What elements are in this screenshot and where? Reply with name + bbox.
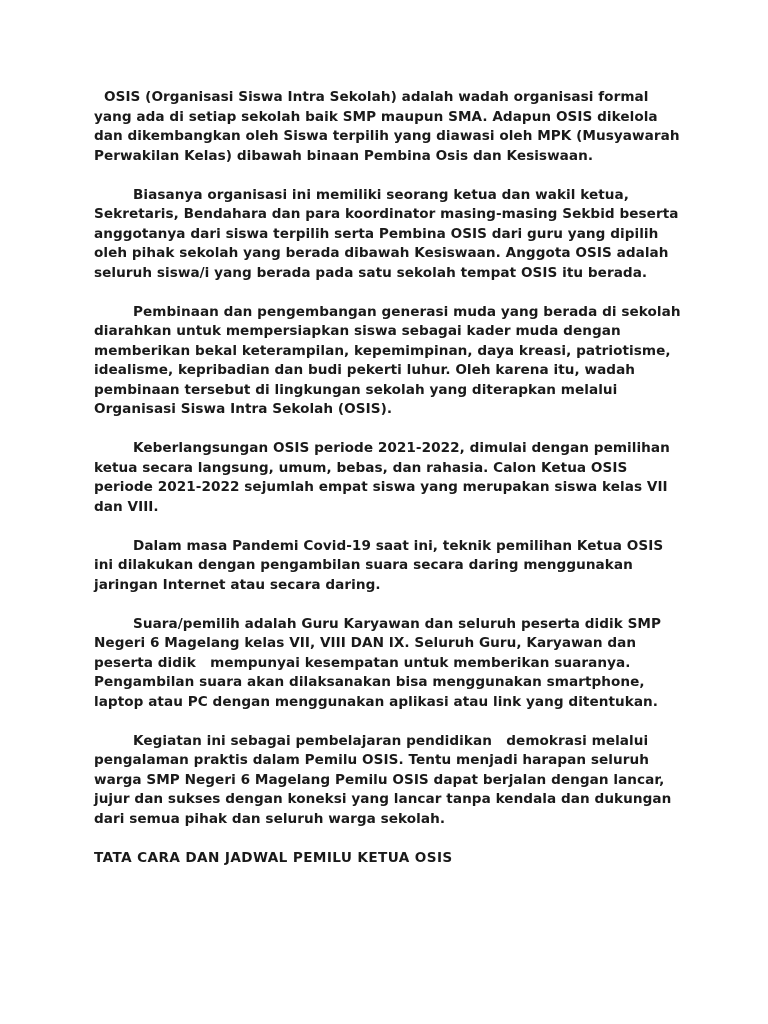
- paragraph-organization-structure: Biasanya organisasi ini memiliki seorang ketua dan wakil ketua, Sekretaris, Bendahara dan para koordinator masing-masing Sekbid beserta anggotanya dari siswa terpilih serta Pembina OSIS dari guru yang dipilih oleh pihak sekolah yang berada dibawah Kesiswaan. Anggota OSIS adalah seluruh siswa/i yang berada pada satu sekolah tempat OSIS itu berada.: [94, 186, 684, 281]
- paragraph-voters: Suara/pemilih adalah Guru Karyawan dan seluruh peserta didik SMP Negeri 6 Magelang kelas VII, VIII DAN IX. Seluruh Guru, Karyawan dan peserta didik mempunyai kesempatan untuk memberikan suaranya. Pengambilan suara akan dilaksanakan bisa menggunakan smartphone, laptop atau PC dengan menggunakan aplikasi atau link yang ditentukan.: [94, 615, 666, 710]
- paragraph-pandemic-voting: Dalam masa Pandemi Covid-19 saat ini, teknik pemilihan Ketua OSIS ini dilakukan dengan pengambilan suara secara daring menggunakan jaringan Internet atau secara daring.: [94, 537, 668, 593]
- paragraph-osis-definition: OSIS (Organisasi Siswa Intra Sekolah) adalah wadah organisasi formal yang ada di setiap sekolah baik SMP maupun SMA. Adapun OSIS dikelola dan dikembangkan oleh Siswa terpilih yang diawasi oleh MPK (Musyawarah Perwakilan Kelas) dibawah binaan Pembina Osis dan Kesiswaan.: [94, 89, 685, 164]
- paragraph-youth-development: Pembinaan dan pengembangan generasi muda yang berada di sekolah diarahkan untuk mempersiapkan siswa sebagai kader muda dengan memberikan bekal keterampilan, kepemimpinan, daya kreasi, patriotisme, idealisme, kepribadian dan budi pekerti luhur. Oleh karena itu, wadah pembinaan tersebut di lingkungan sekolah yang diterapkan melalui Organisasi Siswa Intra Sekolah (OSIS).: [94, 303, 686, 417]
- paragraph-osis-period: Keberlangsungan OSIS periode 2021-2022, dimulai dengan pemilihan ketua secara langsung, umum, bebas, dan rahasia. Calon Ketua OSIS periode 2021-2022 sejumlah empat siswa yang merupakan siswa kelas VII dan VIII.: [94, 440, 675, 515]
- section-heading: TATA CARA DAN JADWAL PEMILU KETUA OSIS: [94, 849, 453, 866]
- document-page: [94, 88, 684, 868]
- paragraph-democracy-learning: Kegiatan ini sebagai pembelajaran pendidikan demokrasi melalui pengalaman praktis dalam Pemilu OSIS. Tentu menjadi harapan seluruh warga SMP Negeri 6 Magelang Pemilu OSIS dapat berjalan dengan lancar, jujur dan sukses dengan koneksi yang lancar tanpa kendala dan dukungan dari semua pihak dan seluruh warga sekolah.: [94, 732, 677, 827]
